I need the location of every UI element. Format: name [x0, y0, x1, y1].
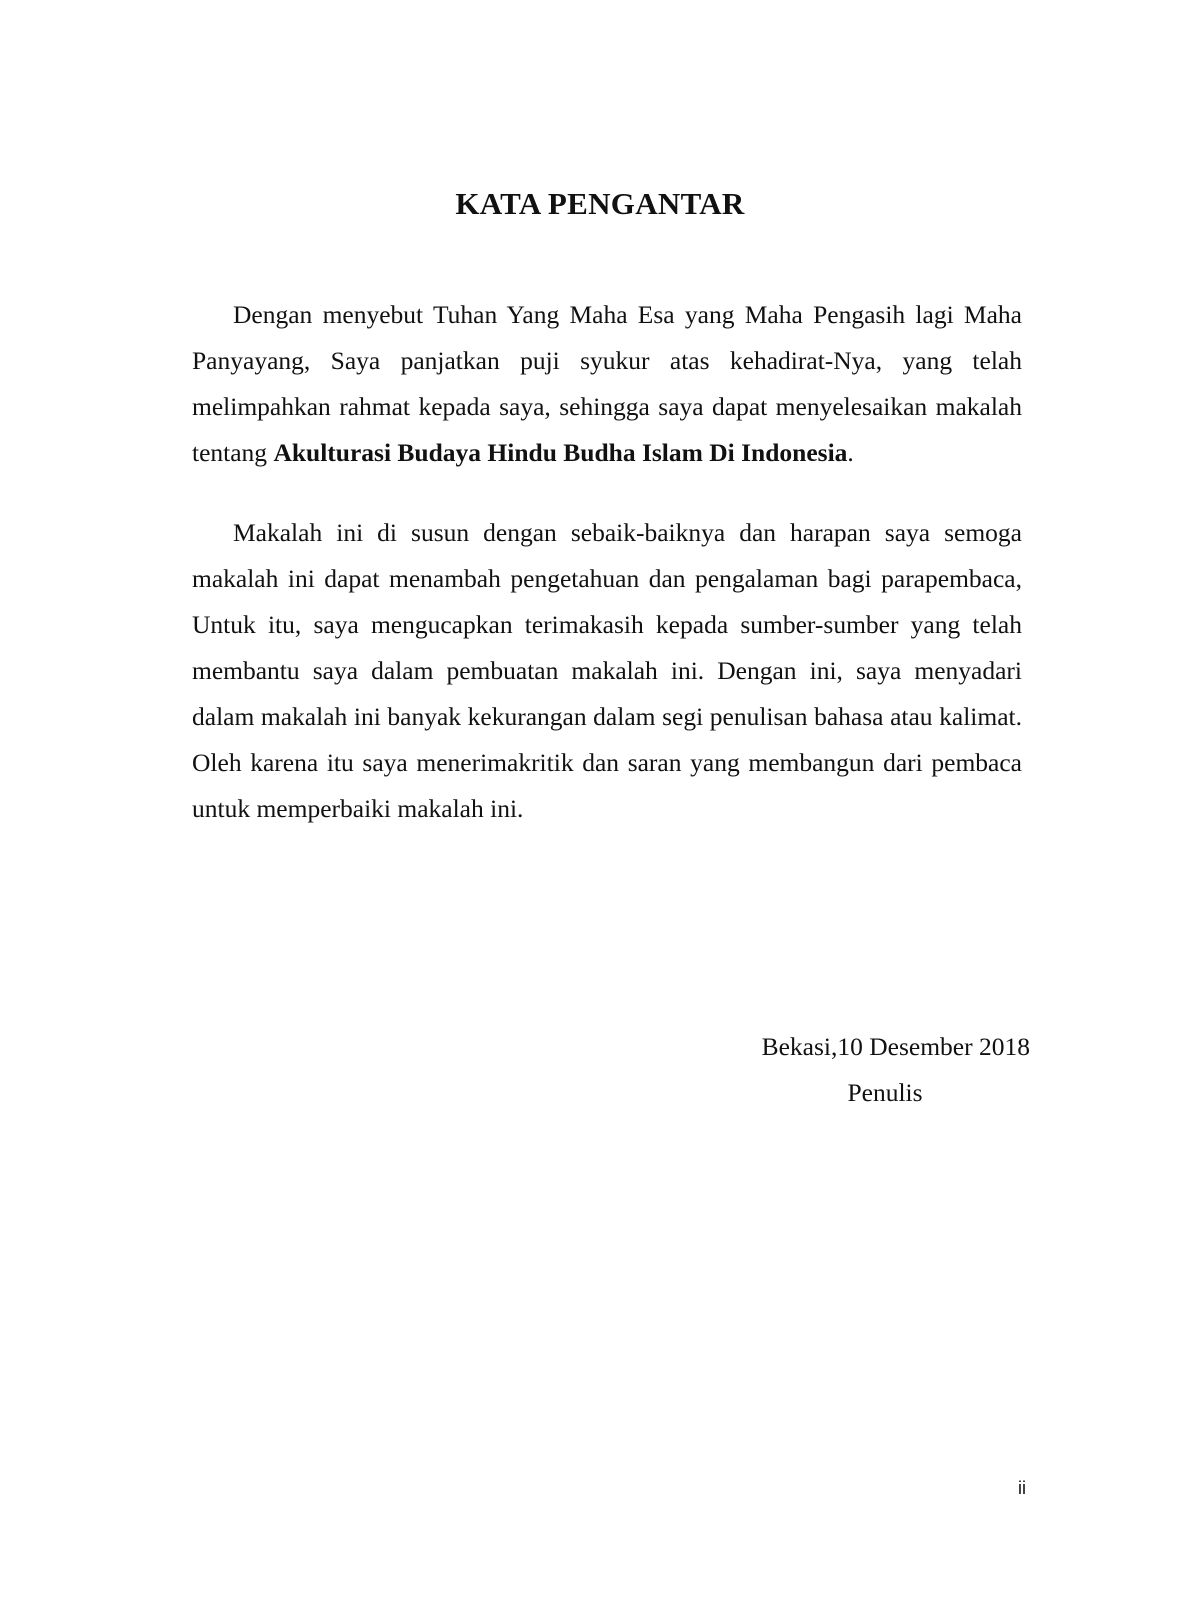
paragraph-2-text: Makalah ini di susun dengan sebaik-baiknya dan harapan saya semoga makalah ini dapat menambah pengetahuan dan pengalaman bagi parapembaca, Untuk itu, saya mengucapkan terimakasih kepada sumber-sumber yang telah membantu saya dalam pembuatan makalah ini. Dengan ini, saya menyadari dalam makalah ini banyak kekurangan dalam segi penulisan bahasa atau kalimat. Oleh karena itu saya menerimakritik dan saran yang membangun dari pembaca untuk memperbaiki makalah ini. [192, 518, 1022, 823]
page-title: KATA PENGANTAR [455, 186, 745, 221]
paragraph-1-text: Dengan menyebut Tuhan Yang Maha Esa yang Maha Pengasih lagi Maha Panyayang, Saya panjatkan puji syukur atas kehadirat-Nya, yang telah melimpahkan rahmat kepada saya, sehingga saya dapat menyelesaikan makalah tentang [192, 300, 1022, 467]
page-number: ii [1018, 1478, 1026, 1498]
signature-place-date: Bekasi,10 Desember 2018 [761, 1032, 1030, 1061]
signature-block [700, 1024, 1030, 1116]
paragraph-1-bold-topic: Akulturasi Budaya Hindu Budha Islam Di Indonesia [273, 438, 848, 467]
paragraph-2 [192, 510, 1022, 832]
paragraph-1 [192, 292, 1022, 476]
paragraph-1-end: . [847, 438, 854, 467]
signature-role: Penulis [847, 1078, 923, 1107]
